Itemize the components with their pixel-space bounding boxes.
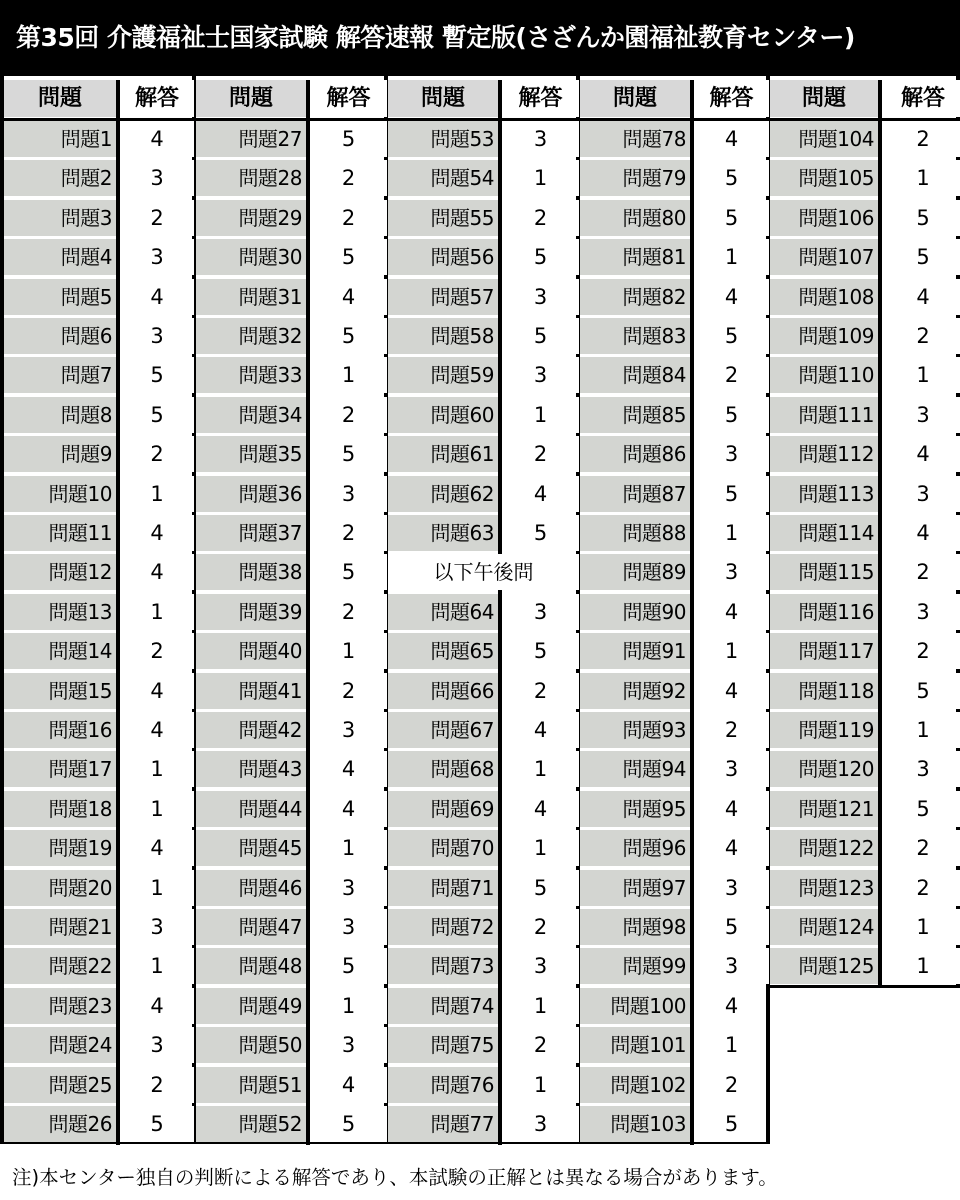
question-number: 問題27 bbox=[196, 121, 306, 157]
answer-value: 4 bbox=[310, 279, 387, 315]
answer-value: 4 bbox=[694, 673, 769, 709]
question-number: 問題30 bbox=[196, 239, 306, 275]
question-number: 問題51 bbox=[196, 1067, 306, 1103]
question-number: 問題29 bbox=[196, 200, 306, 236]
answer-value: 2 bbox=[310, 515, 387, 551]
question-number: 問題81 bbox=[580, 239, 690, 275]
answer-value: 3 bbox=[120, 1027, 194, 1063]
answer-value: 1 bbox=[120, 791, 194, 827]
question-number: 問題49 bbox=[196, 988, 306, 1024]
question-number: 問題94 bbox=[580, 751, 690, 787]
answer-value: 5 bbox=[694, 909, 769, 945]
answer-value: 5 bbox=[694, 318, 769, 354]
answer-value: 1 bbox=[502, 988, 579, 1024]
question-number: 問題96 bbox=[580, 830, 690, 866]
answer-value: 5 bbox=[694, 397, 769, 433]
question-number: 問題95 bbox=[580, 791, 690, 827]
answer-value: 2 bbox=[882, 633, 960, 669]
question-number: 問題64 bbox=[388, 594, 498, 630]
question-number: 問題53 bbox=[388, 121, 498, 157]
question-number: 問題101 bbox=[580, 1027, 690, 1063]
question-number: 問題107 bbox=[770, 239, 878, 275]
answer-value: 4 bbox=[310, 791, 387, 827]
question-number: 問題74 bbox=[388, 988, 498, 1024]
answer-value: 5 bbox=[310, 239, 387, 275]
answer-value: 1 bbox=[120, 948, 194, 984]
question-number: 問題3 bbox=[4, 200, 116, 236]
answer-value: 2 bbox=[502, 673, 579, 709]
question-number: 問題15 bbox=[4, 673, 116, 709]
answer-value: 5 bbox=[694, 476, 769, 512]
question-number: 問題45 bbox=[196, 830, 306, 866]
header-answer: 解答 bbox=[694, 80, 769, 117]
header-answer: 解答 bbox=[310, 80, 387, 117]
question-number: 問題125 bbox=[770, 948, 878, 984]
question-number: 問題23 bbox=[4, 988, 116, 1024]
answer-value: 5 bbox=[502, 633, 579, 669]
question-number: 問題33 bbox=[196, 357, 306, 393]
question-number: 問題116 bbox=[770, 594, 878, 630]
question-number: 問題13 bbox=[4, 594, 116, 630]
question-number: 問題17 bbox=[4, 751, 116, 787]
question-number: 問題19 bbox=[4, 830, 116, 866]
question-number: 問題16 bbox=[4, 712, 116, 748]
question-number: 問題40 bbox=[196, 633, 306, 669]
question-number: 問題9 bbox=[4, 436, 116, 472]
answer-value: 1 bbox=[882, 909, 960, 945]
answer-value: 4 bbox=[694, 830, 769, 866]
question-number: 問題124 bbox=[770, 909, 878, 945]
answer-value: 5 bbox=[120, 1106, 194, 1142]
question-number: 問題43 bbox=[196, 751, 306, 787]
question-number: 問題80 bbox=[580, 200, 690, 236]
question-number: 問題90 bbox=[580, 594, 690, 630]
question-number: 問題109 bbox=[770, 318, 878, 354]
question-number: 問題47 bbox=[196, 909, 306, 945]
answer-value: 2 bbox=[310, 397, 387, 433]
answer-value: 2 bbox=[882, 870, 960, 906]
question-number: 問題44 bbox=[196, 791, 306, 827]
answer-value: 5 bbox=[502, 515, 579, 551]
question-number: 問題62 bbox=[388, 476, 498, 512]
answer-value: 3 bbox=[310, 712, 387, 748]
answer-value: 3 bbox=[502, 121, 579, 157]
answer-value: 4 bbox=[882, 515, 960, 551]
answer-value: 3 bbox=[694, 948, 769, 984]
answer-value: 4 bbox=[120, 988, 194, 1024]
question-number: 問題21 bbox=[4, 909, 116, 945]
question-number: 問題68 bbox=[388, 751, 498, 787]
answer-value: 3 bbox=[120, 160, 194, 196]
answer-value: 3 bbox=[310, 870, 387, 906]
answer-value: 3 bbox=[882, 476, 960, 512]
question-number: 問題56 bbox=[388, 239, 498, 275]
question-number: 問題14 bbox=[4, 633, 116, 669]
question-number: 問題57 bbox=[388, 279, 498, 315]
answer-value: 2 bbox=[502, 200, 579, 236]
answer-value: 3 bbox=[882, 751, 960, 787]
question-number: 問題59 bbox=[388, 357, 498, 393]
question-number: 問題104 bbox=[770, 121, 878, 157]
answer-sheet bbox=[0, 76, 960, 1144]
question-number: 問題70 bbox=[388, 830, 498, 866]
question-number: 問題61 bbox=[388, 436, 498, 472]
question-number: 問題67 bbox=[388, 712, 498, 748]
answer-value: 3 bbox=[882, 594, 960, 630]
answer-value: 4 bbox=[120, 279, 194, 315]
question-number: 問題60 bbox=[388, 397, 498, 433]
answer-value: 4 bbox=[120, 554, 194, 590]
answer-value: 1 bbox=[502, 397, 579, 433]
answer-value: 3 bbox=[694, 436, 769, 472]
question-number: 問題37 bbox=[196, 515, 306, 551]
answer-value: 4 bbox=[310, 1067, 387, 1103]
answer-value: 1 bbox=[120, 594, 194, 630]
answer-value: 1 bbox=[694, 239, 769, 275]
question-number: 問題69 bbox=[388, 791, 498, 827]
answer-value: 1 bbox=[502, 160, 579, 196]
question-number: 問題83 bbox=[580, 318, 690, 354]
answer-value: 4 bbox=[502, 712, 579, 748]
question-number: 問題110 bbox=[770, 357, 878, 393]
page-title: 第35回 介護福祉士国家試験 解答速報 暫定版(さざんか園福祉教育センター) bbox=[0, 0, 960, 76]
question-number: 問題63 bbox=[388, 515, 498, 551]
header-question: 問題 bbox=[4, 80, 116, 117]
question-number: 問題18 bbox=[4, 791, 116, 827]
answer-value: 2 bbox=[502, 436, 579, 472]
header-answer: 解答 bbox=[882, 80, 960, 117]
question-number: 問題55 bbox=[388, 200, 498, 236]
question-number: 問題99 bbox=[580, 948, 690, 984]
question-number: 問題84 bbox=[580, 357, 690, 393]
question-number: 問題76 bbox=[388, 1067, 498, 1103]
question-number: 問題42 bbox=[196, 712, 306, 748]
question-number: 問題78 bbox=[580, 121, 690, 157]
answer-value: 3 bbox=[694, 554, 769, 590]
question-number: 問題123 bbox=[770, 870, 878, 906]
question-number: 問題26 bbox=[4, 1106, 116, 1142]
question-number: 問題117 bbox=[770, 633, 878, 669]
question-number: 問題41 bbox=[196, 673, 306, 709]
answer-value: 2 bbox=[310, 200, 387, 236]
answer-value: 5 bbox=[694, 160, 769, 196]
answer-value: 1 bbox=[694, 633, 769, 669]
question-number: 問題86 bbox=[580, 436, 690, 472]
question-number: 問題36 bbox=[196, 476, 306, 512]
answer-value: 3 bbox=[694, 870, 769, 906]
answer-value: 1 bbox=[502, 1067, 579, 1103]
answer-value: 5 bbox=[310, 554, 387, 590]
header-question: 問題 bbox=[580, 80, 690, 117]
question-number: 問題119 bbox=[770, 712, 878, 748]
answer-value: 4 bbox=[882, 279, 960, 315]
question-number: 問題31 bbox=[196, 279, 306, 315]
answer-value: 5 bbox=[694, 1106, 769, 1142]
empty-area bbox=[766, 985, 960, 1144]
answer-value: 4 bbox=[882, 436, 960, 472]
question-number: 問題118 bbox=[770, 673, 878, 709]
question-number: 問題4 bbox=[4, 239, 116, 275]
answer-value: 3 bbox=[310, 1027, 387, 1063]
answer-value: 2 bbox=[882, 554, 960, 590]
answer-value: 3 bbox=[310, 476, 387, 512]
question-number: 問題22 bbox=[4, 948, 116, 984]
question-number: 問題52 bbox=[196, 1106, 306, 1142]
question-number: 問題75 bbox=[388, 1027, 498, 1063]
header-answer: 解答 bbox=[120, 80, 194, 117]
question-number: 問題112 bbox=[770, 436, 878, 472]
header-answer: 解答 bbox=[502, 80, 579, 117]
question-number: 問題85 bbox=[580, 397, 690, 433]
answer-value: 2 bbox=[120, 1067, 194, 1103]
answer-value: 4 bbox=[502, 476, 579, 512]
answer-value: 4 bbox=[694, 988, 769, 1024]
question-number: 問題28 bbox=[196, 160, 306, 196]
answer-value: 3 bbox=[502, 594, 579, 630]
question-number: 問題72 bbox=[388, 909, 498, 945]
answer-value: 5 bbox=[310, 1106, 387, 1142]
question-number: 問題121 bbox=[770, 791, 878, 827]
answer-value: 5 bbox=[310, 436, 387, 472]
answer-value: 3 bbox=[120, 318, 194, 354]
answer-value: 2 bbox=[502, 1027, 579, 1063]
header-question: 問題 bbox=[196, 80, 306, 117]
answer-value: 1 bbox=[502, 830, 579, 866]
question-number: 問題82 bbox=[580, 279, 690, 315]
question-number: 問題103 bbox=[580, 1106, 690, 1142]
answer-value: 1 bbox=[882, 712, 960, 748]
answer-value: 1 bbox=[310, 988, 387, 1024]
question-number: 問題92 bbox=[580, 673, 690, 709]
answer-value: 2 bbox=[120, 633, 194, 669]
answer-value: 2 bbox=[882, 830, 960, 866]
header-question: 問題 bbox=[388, 80, 498, 117]
answer-value: 3 bbox=[502, 357, 579, 393]
question-number: 問題73 bbox=[388, 948, 498, 984]
answer-value: 5 bbox=[882, 239, 960, 275]
question-number: 問題93 bbox=[580, 712, 690, 748]
answer-value: 2 bbox=[882, 121, 960, 157]
answer-value: 4 bbox=[120, 121, 194, 157]
question-number: 問題46 bbox=[196, 870, 306, 906]
answer-value: 4 bbox=[120, 673, 194, 709]
question-number: 問題97 bbox=[580, 870, 690, 906]
answer-value: 5 bbox=[882, 791, 960, 827]
question-number: 問題10 bbox=[4, 476, 116, 512]
answer-value: 1 bbox=[882, 948, 960, 984]
answer-value: 5 bbox=[502, 318, 579, 354]
question-number: 問題111 bbox=[770, 397, 878, 433]
question-number: 問題5 bbox=[4, 279, 116, 315]
answer-value: 2 bbox=[694, 357, 769, 393]
question-number: 問題6 bbox=[4, 318, 116, 354]
question-number: 問題12 bbox=[4, 554, 116, 590]
answer-value: 5 bbox=[310, 318, 387, 354]
question-number: 問題65 bbox=[388, 633, 498, 669]
question-number: 問題20 bbox=[4, 870, 116, 906]
answer-value: 4 bbox=[694, 279, 769, 315]
answer-value: 4 bbox=[694, 791, 769, 827]
answer-value: 4 bbox=[120, 830, 194, 866]
answer-value: 3 bbox=[120, 909, 194, 945]
answer-value: 1 bbox=[882, 160, 960, 196]
question-number: 問題122 bbox=[770, 830, 878, 866]
answer-value: 1 bbox=[120, 751, 194, 787]
answer-value: 3 bbox=[502, 279, 579, 315]
answer-value: 5 bbox=[120, 397, 194, 433]
question-number: 問題35 bbox=[196, 436, 306, 472]
answer-value: 1 bbox=[310, 633, 387, 669]
question-number: 問題87 bbox=[580, 476, 690, 512]
answer-value: 2 bbox=[310, 594, 387, 630]
question-number: 問題106 bbox=[770, 200, 878, 236]
question-number: 問題54 bbox=[388, 160, 498, 196]
question-number: 問題48 bbox=[196, 948, 306, 984]
header-question: 問題 bbox=[770, 80, 878, 117]
answer-value: 4 bbox=[694, 121, 769, 157]
answer-value: 5 bbox=[502, 239, 579, 275]
answer-value: 1 bbox=[694, 515, 769, 551]
question-number: 問題114 bbox=[770, 515, 878, 551]
question-number: 問題79 bbox=[580, 160, 690, 196]
question-number: 問題98 bbox=[580, 909, 690, 945]
answer-value: 2 bbox=[120, 200, 194, 236]
answer-value: 4 bbox=[120, 515, 194, 551]
answer-value: 1 bbox=[310, 357, 387, 393]
answer-value: 1 bbox=[882, 357, 960, 393]
answer-value: 2 bbox=[882, 318, 960, 354]
afternoon-divider-label: 以下午後問 bbox=[388, 554, 579, 590]
answer-value: 2 bbox=[694, 1067, 769, 1103]
answer-value: 3 bbox=[694, 751, 769, 787]
question-number: 問題120 bbox=[770, 751, 878, 787]
question-number: 問題25 bbox=[4, 1067, 116, 1103]
question-number: 問題32 bbox=[196, 318, 306, 354]
answer-value: 5 bbox=[310, 121, 387, 157]
question-number: 問題2 bbox=[4, 160, 116, 196]
question-number: 問題1 bbox=[4, 121, 116, 157]
answer-value: 3 bbox=[502, 1106, 579, 1142]
question-number: 問題11 bbox=[4, 515, 116, 551]
answer-value: 4 bbox=[694, 594, 769, 630]
question-number: 問題24 bbox=[4, 1027, 116, 1063]
answer-value: 5 bbox=[120, 357, 194, 393]
answer-value: 4 bbox=[310, 751, 387, 787]
answer-value: 3 bbox=[120, 239, 194, 275]
question-number: 問題71 bbox=[388, 870, 498, 906]
question-number: 問題8 bbox=[4, 397, 116, 433]
answer-value: 5 bbox=[694, 200, 769, 236]
question-number: 問題115 bbox=[770, 554, 878, 590]
question-number: 問題102 bbox=[580, 1067, 690, 1103]
question-number: 問題39 bbox=[196, 594, 306, 630]
disclaimer-note: 注)本センター独自の判断による解答であり、本試験の正解とは異なる場合があります。 bbox=[12, 1166, 778, 1189]
question-number: 問題34 bbox=[196, 397, 306, 433]
question-number: 問題88 bbox=[580, 515, 690, 551]
answer-value: 2 bbox=[694, 712, 769, 748]
answer-value: 4 bbox=[120, 712, 194, 748]
question-number: 問題108 bbox=[770, 279, 878, 315]
answer-value: 5 bbox=[882, 673, 960, 709]
answer-value: 5 bbox=[502, 870, 579, 906]
answer-value: 1 bbox=[310, 830, 387, 866]
question-number: 問題7 bbox=[4, 357, 116, 393]
answer-value: 2 bbox=[310, 160, 387, 196]
answer-value: 2 bbox=[502, 909, 579, 945]
answer-value: 1 bbox=[120, 476, 194, 512]
answer-value: 2 bbox=[310, 673, 387, 709]
question-number: 問題113 bbox=[770, 476, 878, 512]
question-number: 問題58 bbox=[388, 318, 498, 354]
question-number: 問題91 bbox=[580, 633, 690, 669]
question-number: 問題77 bbox=[388, 1106, 498, 1142]
question-number: 問題105 bbox=[770, 160, 878, 196]
answer-value: 4 bbox=[502, 791, 579, 827]
answer-value: 1 bbox=[502, 751, 579, 787]
answer-value: 3 bbox=[502, 948, 579, 984]
question-number: 問題66 bbox=[388, 673, 498, 709]
answer-value: 2 bbox=[120, 436, 194, 472]
question-number: 問題89 bbox=[580, 554, 690, 590]
answer-value: 1 bbox=[694, 1027, 769, 1063]
question-number: 問題100 bbox=[580, 988, 690, 1024]
question-number: 問題38 bbox=[196, 554, 306, 590]
answer-value: 3 bbox=[310, 909, 387, 945]
answer-value: 1 bbox=[120, 870, 194, 906]
answer-value: 5 bbox=[882, 200, 960, 236]
question-number: 問題50 bbox=[196, 1027, 306, 1063]
answer-value: 3 bbox=[882, 397, 960, 433]
column-divider bbox=[766, 985, 770, 1144]
answer-value: 5 bbox=[310, 948, 387, 984]
